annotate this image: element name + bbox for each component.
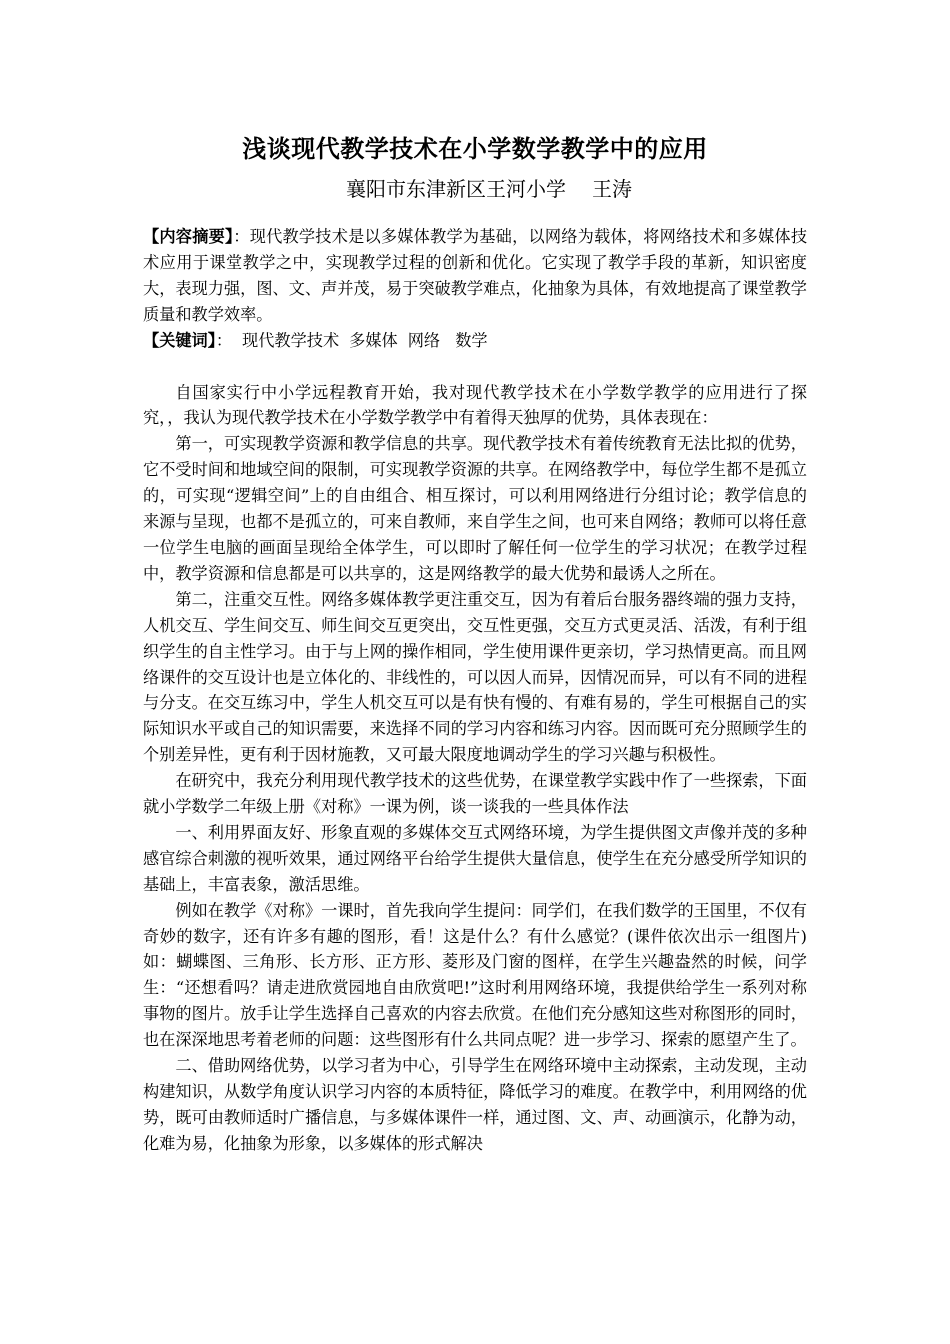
keywords-label: 【关键词】	[143, 330, 216, 350]
abstract-label: 【内容摘要】	[143, 227, 234, 246]
byline	[0, 174, 950, 204]
keyword-item: 网络	[407, 330, 441, 350]
document-body	[143, 224, 807, 1157]
abstract-paragraph	[143, 224, 807, 328]
keyword-item: 多媒体	[349, 330, 398, 350]
abstract-text: 现代教学技术是以多媒体教学为基础，以网络为载体，将网络技术和多媒体技术应用于课堂教学之中，实现教学过程的创新和优化。它实现了教学手段的革新，知识密度大，表现力强，图、文、声并茂，易于突破教学难点，化抽象为具体，有效地提高了课堂教学质量和教学效率。	[143, 227, 808, 324]
keyword-item: 现代教学技术	[242, 330, 340, 350]
keyword-item: 数学	[450, 330, 488, 350]
body-paragraph: 第一，可实现教学资源和教学信息的共享。现代教学技术有着传统教育无法比拟的优势，它不受时间和地域空间的限制，可实现教学资源的共享。在网络教学中，每位学生都不是孤立的，可实现“逻辑空间”上的自由组合、相互探讨，可以利用网络进行分组讨论；教学信息的来源与呈现，也都不是孤立的，可来自教师，来自学生之间，也可来自网络；教师可以将任意一位学生电脑的画面呈现给全体学生，可以即时了解任何一位学生的学习状况；在教学过程中，教学资源和信息都是可以共享的，这是网络教学的最大优势和最诱人之所在。	[143, 434, 807, 583]
keywords-separator: ：	[215, 330, 233, 350]
author-name: 王涛	[592, 177, 632, 201]
body-paragraph: 一、利用界面友好、形象直观的多媒体交互式网络环境，为学生提供图文声像并茂的多种感官综合刺激的视听效果，通过网络平台给学生提供大量信息，使学生在充分感受所学知识的基础上，丰富表象，激活思维。	[143, 822, 807, 894]
body-paragraph: 二、借助网络优势，以学习者为中心，引导学生在网络环境中主动探索，主动发现，主动构建知识，从数学角度认识学习内容的本质特征，降低学习的难度。在教学中，利用网络的优势，既可由教师适时广播信息，与多媒体课件一样，通过图、文、声、动画演示，化静为动，化难为易，化抽象为形象，以多媒体的形式解决	[143, 1056, 807, 1153]
body-paragraph: 在研究中，我充分利用现代教学技术的这些优势，在课堂教学实践中作了一些探索，下面就小学数学二年级上册《对称》一课为例，谈一谈我的一些具体作法	[143, 771, 807, 817]
body-paragraph: 自国家实行中小学远程教育开始，我对现代教学技术在小学数学教学的应用进行了探究，，我认为现代教学技术在小学数学教学中有着得天独厚的优势，具体表现在：	[143, 382, 807, 428]
school-name: 襄阳市东津新区王河小学	[346, 177, 566, 201]
section-gap	[143, 354, 807, 380]
body-paragraph: 第二，注重交互性。网络多媒体教学更注重交互，因为有着后台服务器终端的强力支持，人机交互、学生间交互、师生间交互更突出，交互性更强，交互方式更灵活、活泼，有利于组织学生的自主性学习。由于与上网的操作相同，学生使用课件更亲切，学习热情更高。而且网络课件的交互设计也是立体化的、非线性的，可以因人而异，因情况而异，可以有不同的进程与分支。在交互练习中，学生人机交互可以是有快有慢的、有难有易的，学生可根据自己的实际知识水平或自己的知识需要，来选择不同的学习内容和练习内容。因而既可充分照顾学生的个别差异性，更有利于因材施教，又可最大限度地调动学生的学习兴趣与积极性。	[143, 589, 807, 765]
keywords-line	[143, 328, 807, 354]
document-title: 浅谈现代教学技术在小学数学教学中的应用	[242, 135, 708, 163]
abstract-separator: ：	[233, 227, 250, 246]
body-paragraph: 例如在教学《对称》一课时，首先我向学生提问：同学们，在我们数学的王国里，不仅有奇妙的数字，还有许多有趣的图形，看！这是什么？有什么感觉？(课件依次出示一组图片)如：蝴蝶图、三角形、长方形、正方形、菱形及门窗的图样，在学生兴趣盎然的时候，问学生：“还想看吗？请走进欣赏园地自由欣赏吧!”这时利用网络环境，我提供给学生一系列对称事物的图片。放手让学生选择自己喜欢的内容去欣赏。在他们充分感知这些对称图形的同时，也在深深地思考着老师的问题：这些图形有什么共同点呢？进一步学习、探索的愿望产生了。	[143, 900, 807, 1050]
